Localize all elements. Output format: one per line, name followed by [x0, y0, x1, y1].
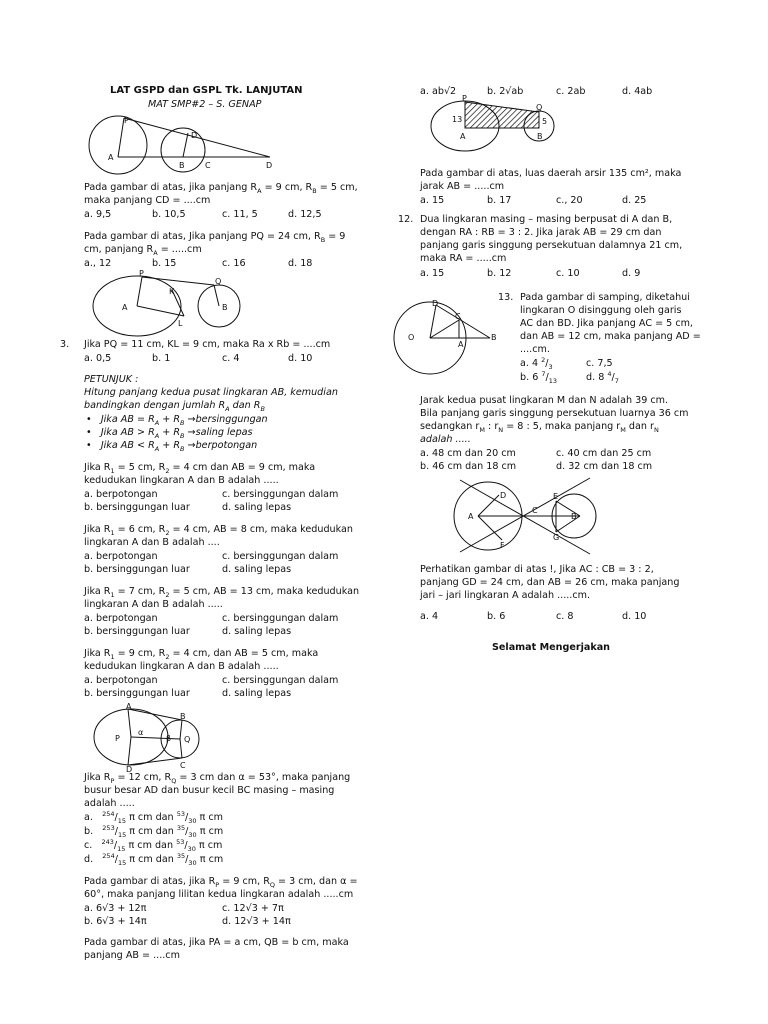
jari-option-b[interactable]: b. 6: [487, 611, 506, 622]
q2-text-line2: cm, panjang $R_A = .....cm$: [84, 244, 202, 257]
q2-option-c[interactable]: c. 16: [222, 258, 246, 269]
lilitan-option-d[interactable]: d. 12√3 + 14π: [222, 916, 291, 927]
lilitan-option-b[interactable]: b. 6√3 + 14π: [84, 916, 147, 927]
pa-option-d[interactable]: d. 4ab: [622, 86, 653, 97]
jari-option-a[interactable]: a. 4: [420, 611, 439, 622]
petunjuk-title: PETUNJUK :: [84, 374, 139, 385]
fig2-label-a: A: [122, 303, 128, 312]
mn-line2: Bila panjang garis singgung persekutuan luarnya 36 cm: [420, 408, 689, 419]
rel4-option-b[interactable]: b. bersinggungan luar: [84, 688, 190, 699]
mn-line4: adalah .....: [420, 434, 471, 445]
rel2-option-d[interactable]: d. saling lepas: [222, 564, 292, 575]
rel3-line2: lingkaran A dan B adalah .....: [84, 599, 223, 610]
mn-option-a[interactable]: a. 48 cm dan 20 cm: [420, 448, 516, 459]
q13-option-d[interactable]: d. 8 $^4/_7$: [586, 369, 619, 385]
fig5-label-b: B: [491, 333, 497, 342]
rel2-line1: Jika $R_1 = 6$ cm, $R_2 = 4$ cm, AB = 8 cm, maka kedudukan: [84, 524, 353, 537]
arsir-line1: Pada gambar di atas, luas daerah arsir 135 cm², maka: [420, 168, 682, 179]
q12-option-b[interactable]: b. 12: [487, 268, 512, 279]
fig3-label-q: Q: [184, 735, 191, 744]
radius-od: [430, 305, 436, 338]
fig3-label-d: D: [126, 765, 133, 774]
rel4-line1: Jika $R_1 = 9$ cm, $R_2 = 4$ cm, dan AB = 5 cm, maka: [84, 648, 319, 661]
q3-number: 3.: [60, 339, 70, 350]
radius-pa: [128, 709, 131, 737]
fig5-label-d: D: [432, 299, 439, 308]
petunjuk-bullet-2: • Jika AB > $R_A + R_B$ →saling lepas: [86, 427, 253, 440]
fig3-label-alpha: α: [138, 728, 144, 737]
figure-internal-tangent-circles: [92, 270, 252, 340]
shaded-region: [465, 102, 539, 128]
belt-top: [128, 709, 182, 720]
fig2-label-l: L: [178, 319, 183, 328]
q1-text-line1: Pada gambar di atas, jika panjang $R_A = 9$ cm, $R_B = 5$ cm,: [84, 182, 358, 195]
mn-line3: sedangkan $r_M$ : $r_N = 8$ : 5, maka panjang $r_M$ dan $r_N$: [420, 421, 659, 434]
q1-option-c[interactable]: c. 11, 5: [222, 209, 258, 220]
q12-line4: maka RA = .....cm: [420, 253, 507, 264]
q2-option-a[interactable]: a., 12: [84, 258, 112, 269]
fig2-label-b: B: [222, 303, 228, 312]
jari-option-d[interactable]: d. 10: [622, 611, 647, 622]
q1-option-b[interactable]: b. 10,5: [152, 209, 186, 220]
q2-option-d[interactable]: d. 18: [288, 258, 313, 269]
busur-option-d[interactable]: d. $^{254}/_{15}$ π cm dan $^{35}/_{30}$ π cm: [84, 851, 224, 867]
rel2-option-c[interactable]: c. bersinggungan dalam: [222, 551, 339, 562]
radius-qc: [180, 739, 182, 758]
fig1-label-p: P: [124, 116, 129, 125]
q1-text-line2: maka panjang CD = ....cm: [84, 195, 211, 206]
q3-option-d[interactable]: d. 10: [288, 353, 313, 364]
petunjuk-bullet-3: • Jika AB < $R_A + R_B$ →berpotongan: [86, 440, 258, 453]
fig3-label-b: B: [180, 712, 186, 721]
line-oc: [430, 320, 459, 338]
q3-text: Jika PQ = 11 cm, KL = 9 cm, maka Ra x Rb = ....cm: [84, 339, 331, 350]
pa-line2: panjang AB = ....cm: [84, 950, 180, 961]
q12-option-c[interactable]: c. 10: [556, 268, 580, 279]
rel1-line2: kedudukan lingkaran A dan B adalah .....: [84, 475, 279, 486]
arsir-option-b[interactable]: b. 17: [487, 195, 512, 206]
figure-circle-tangents-o: [386, 298, 498, 380]
fig6-label-c: C: [532, 506, 538, 515]
rel2-option-a[interactable]: a. berpotongan: [84, 551, 158, 562]
pa-line1: Pada gambar di atas, jika PA = a cm, QB = b cm, maka: [84, 937, 349, 948]
busur-line1: Jika $R_P = 12$ cm, $R_Q = 3$ cm dan α = 53°, maka panjang: [84, 772, 351, 785]
fig5-label-c: C: [455, 312, 461, 321]
q2-option-b[interactable]: b. 15: [152, 258, 177, 269]
fig3-label-p: P: [115, 734, 120, 743]
fig4-label-b: B: [537, 132, 543, 141]
fig1-label-c: C: [205, 161, 211, 170]
fig3-label-c: C: [180, 761, 186, 770]
q12-line2: dengan RA : RB = 3 : 2. Jika jarak AB = 29 cm dan: [420, 227, 662, 238]
fig5-label-o: O: [408, 333, 415, 342]
fig6-label-b: B: [571, 512, 577, 521]
q13-option-c[interactable]: c. 7,5: [586, 358, 613, 369]
fig2-label-q: Q: [215, 277, 222, 286]
mn-option-b[interactable]: b. 46 cm dan 18 cm: [420, 461, 517, 472]
petunjuk-bullet-1: • Jika AB = $R_A + R_B$ →bersinggungan: [86, 414, 268, 427]
busur-option-b[interactable]: b. $^{253}/_{15}$ π cm dan $^{35}/_{30}$ π cm: [84, 823, 224, 839]
tangent-bd: [436, 305, 490, 338]
busur-option-a[interactable]: a. $^{254}/_{15}$ π cm dan $^{53}/_{30}$ π cm: [84, 809, 223, 825]
page-subtitle: MAT SMP#2 – S. GENAP: [148, 99, 262, 110]
arsir-line2: jarak AB = .....cm: [420, 181, 505, 192]
q13-line1: Pada gambar di samping, diketahui: [520, 292, 690, 303]
jari-line3: jari – jari lingkaran A adalah .....cm.: [420, 590, 591, 601]
belt-bottom: [128, 758, 182, 765]
closing-message: Selamat Mengerjakan: [492, 642, 611, 653]
q12-option-d[interactable]: d. 9: [622, 268, 641, 279]
q1-option-d[interactable]: d. 12,5: [288, 209, 322, 220]
jari-line1: Perhatikan gambar di atas !, Jika AC : CB = 3 : 2,: [420, 564, 654, 575]
q13-option-b[interactable]: b. 6 $^7/_{13}$: [520, 369, 557, 385]
jari-option-c[interactable]: c. 8: [556, 611, 574, 622]
figure-crossed-tangents: [440, 478, 610, 556]
q2-text-line1: Pada gambar di atas, Jika panjang PQ = 24 cm, $R_B = 9$: [84, 231, 346, 244]
fig4-label-13: 13: [452, 115, 463, 124]
rel1-option-b[interactable]: b. bersinggungan luar: [84, 502, 190, 513]
mn-option-c[interactable]: c. 40 cm dan 25 cm: [556, 448, 652, 459]
q3-option-c[interactable]: c. 4: [222, 353, 240, 364]
figure-tangent-line-circles: [80, 112, 280, 172]
arsir-option-d[interactable]: d. 25: [622, 195, 647, 206]
busur-option-c[interactable]: c. $^{243}/_{15}$ π cm dan $^{53}/_{30}$ π cm: [84, 837, 223, 853]
fig6-label-d: D: [500, 491, 507, 500]
q12-line3: panjang garis singgung persekutuan dalamnya 21 cm,: [420, 240, 683, 251]
mn-line1: Jarak kedua pusat lingkaran M dan N adalah 39 cm.: [420, 395, 669, 406]
fig4-label-a: A: [460, 132, 466, 141]
rel3-option-a[interactable]: a. berpotongan: [84, 613, 158, 624]
mn-option-d[interactable]: d. 32 cm dan 18 cm: [556, 461, 653, 472]
circle-a: [89, 116, 147, 174]
fig2-label-k: K: [169, 287, 175, 296]
line-pq: [131, 737, 180, 739]
figure-shaded-trapezoid: [428, 96, 568, 158]
fig4-label-p: P: [462, 94, 467, 103]
fig1-label-d: D: [266, 161, 273, 170]
fig4-label-q: Q: [536, 103, 543, 112]
radius-pd: [128, 737, 131, 765]
fig4-label-5: 5: [542, 117, 548, 126]
fig1-label-d-top: D: [191, 131, 198, 140]
fig6-label-g: G: [553, 533, 560, 542]
rel4-line2: kedudukan lingkaran A dan B adalah .....: [84, 661, 279, 672]
rel3-option-b[interactable]: b. bersinggungan luar: [84, 626, 190, 637]
lilitan-line2: 60°, maka panjang lilitan kedua lingkaran adalah .....cm: [84, 889, 354, 900]
fig1-label-a: A: [108, 153, 114, 162]
q12-number: 12.: [398, 214, 414, 225]
rel1-option-c[interactable]: c. bersinggungan dalam: [222, 489, 339, 500]
fig5-label-a: A: [458, 340, 464, 349]
q13-line5: ....cm.: [520, 344, 550, 355]
rel4-option-d[interactable]: d. saling lepas: [222, 688, 292, 699]
q12-line1: Dua lingkaran masing – masing berpusat di A dan B,: [420, 214, 673, 225]
rel3-option-d[interactable]: d. saling lepas: [222, 626, 292, 637]
q13-option-a[interactable]: a. 4 $^2/_3$: [520, 355, 553, 371]
q13-line4: dan AB = 12 cm, maka panjang AD =: [520, 331, 701, 342]
busur-line2: busur besar AD dan busur kecil BC masing – masing: [84, 785, 335, 796]
q12-option-a[interactable]: a. 15: [420, 268, 445, 279]
fig1-label-b: B: [179, 161, 185, 170]
rel4-option-c[interactable]: c. bersinggungan dalam: [222, 675, 339, 686]
lilitan-line1: Pada gambar di atas, jika $R_P = 9$ cm, $R_Q = 3$ cm, dan α =: [84, 876, 358, 889]
q13-number: 13.: [498, 292, 514, 303]
q13-line2: lingkaran O disinggung oleh garis: [520, 305, 682, 316]
q13-line3: AC dan BD. Jika panjang AC = 5 cm,: [520, 318, 693, 329]
rel2-line2: lingkaran A dan B adalah ....: [84, 537, 220, 548]
tangent-pq: [142, 277, 214, 285]
rel1-option-a[interactable]: a. berpotongan: [84, 489, 158, 500]
fig6-label-f: F: [500, 541, 505, 550]
q1-option-a[interactable]: a. 9,5: [84, 209, 112, 220]
fig3-label-a: A: [126, 702, 132, 711]
rel2-option-b[interactable]: b. bersinggungan luar: [84, 564, 190, 575]
radius-pa: [137, 277, 142, 306]
radius-af: [478, 516, 502, 540]
radius-ad: [478, 495, 499, 516]
lilitan-option-a[interactable]: a. 6√3 + 12π: [84, 903, 147, 914]
rel1-line1: Jika $R_1 = 5$ cm, $R_2 = 4$ cm dan AB = 9 cm, maka: [84, 462, 316, 475]
figure-belt-circles: [90, 702, 230, 774]
fig6-label-e: E: [553, 492, 559, 501]
pa-option-b[interactable]: b. 2√ab: [487, 86, 524, 97]
pa-option-c[interactable]: c. 2ab: [556, 86, 586, 97]
jari-line2: panjang GD = 24 cm, dan AB = 26 cm, maka panjang: [420, 577, 680, 588]
q3-option-b[interactable]: b. 1: [152, 353, 171, 364]
rel3-line1: Jika $R_1 = 7$ cm, $R_2 = 5$ cm, AB = 13 cm, maka kedudukan: [84, 586, 360, 599]
radius-qb: [180, 720, 182, 739]
arsir-option-c[interactable]: c., 20: [556, 195, 583, 206]
page-title: LAT GSPD dan GSPL Tk. LANJUTAN: [110, 85, 303, 96]
rel1-option-d[interactable]: d. saling lepas: [222, 502, 292, 513]
fig6-label-a: A: [468, 512, 474, 521]
rel3-option-c[interactable]: c. bersinggungan dalam: [222, 613, 339, 624]
busur-line3: adalah .....: [84, 798, 135, 809]
lilitan-option-c[interactable]: c. 12√3 + 7π: [222, 903, 284, 914]
rel4-option-a[interactable]: a. berpotongan: [84, 675, 158, 686]
radius-qb: [214, 285, 219, 306]
q3-option-a[interactable]: a. 0,5: [84, 353, 112, 364]
fig3-label-beta: β: [166, 734, 172, 743]
radius-b: [183, 133, 188, 157]
fig2-label-p: P: [139, 269, 144, 278]
segment-al: [137, 306, 184, 316]
pa-option-a[interactable]: a. ab√2: [420, 86, 457, 97]
petunjuk-line1: Hitung panjang kedua pusat lingkaran AB, kemudian: [84, 387, 338, 398]
petunjuk-line2: bandingkan dengan jumlah $R_A$ dan $R_B$: [84, 400, 265, 413]
arsir-option-a[interactable]: a. 15: [420, 195, 445, 206]
